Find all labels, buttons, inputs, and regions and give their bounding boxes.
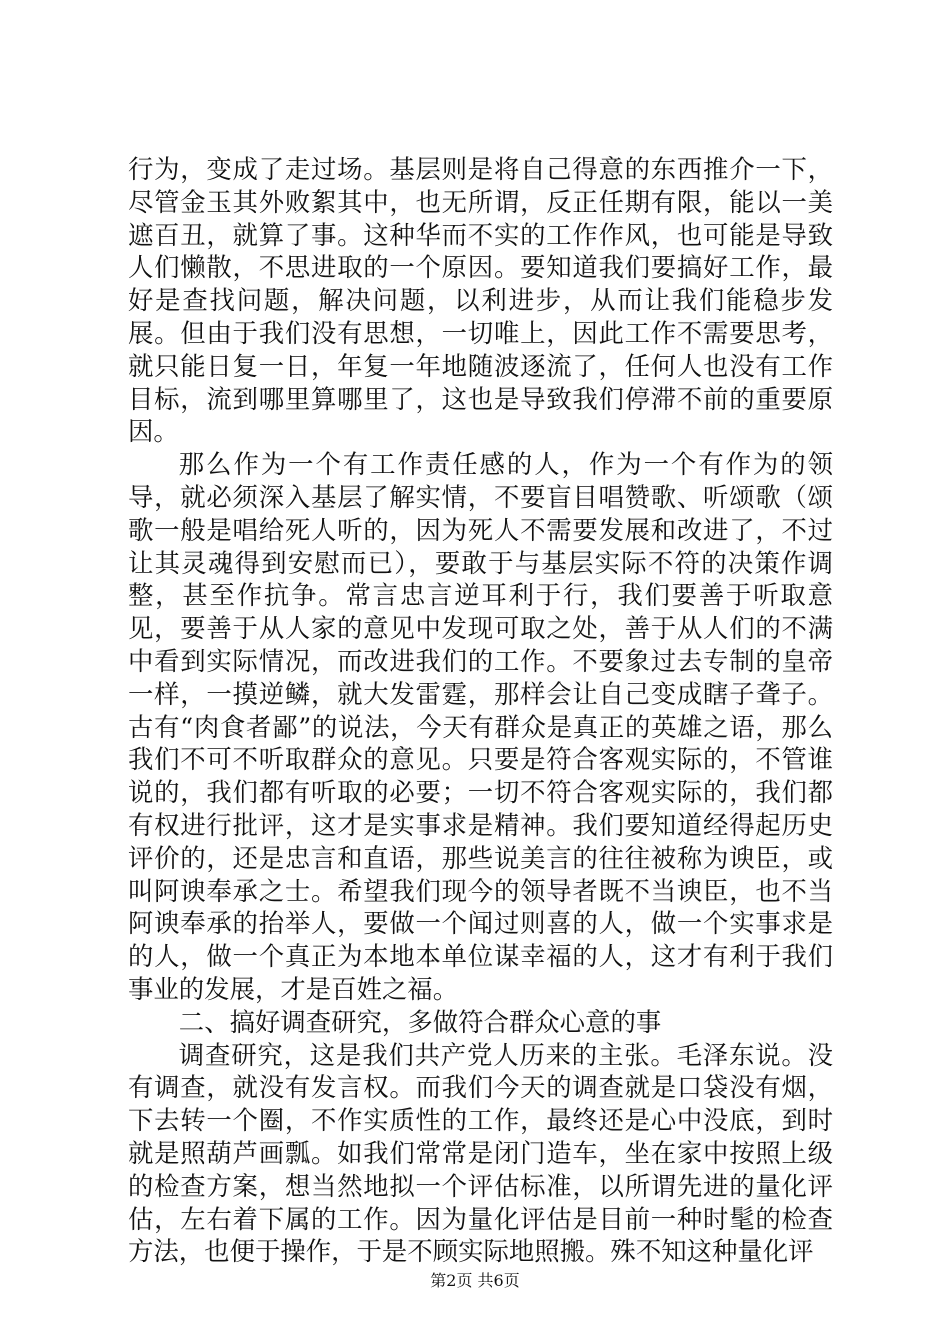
page-number-footer: 第2页 共6页 xyxy=(430,1271,520,1290)
paragraph-leadership: 那么作为一个有工作责任感的人，作为一个有作为的领导，就必须深入基层了解实情，不要盲目唱赞歌、听颂歌（颂歌一般是唱给死人听的，因为死人不需要发展和改进了，不过让其灵魂得到安慰而已），要敢于与基层实际不符的决策作调整，甚至作抗争。常言忠言逆耳利于行，我们要善于听取意见，要善于从人家的意见中发现可取之处，善于从人们的不满中看到实际情况，而改进我们的工作。不要象过去专制的皇帝一样，一摸逆鳞，就大发雷霆，那样会让自己变成瞎子聋子。古有“肉食者鄙”的说法，今天有群众是真正的英雄之语，那么我们不可不听取群众的意见。只要是符合客观实际的，不管谁说的，我们都有听取的必要；一切不符合客观实际的，我们都有权进行批评，这才是实事求是精神。我们要知道经得起历史评价的，还是忠言和直语，那些说美言的往往被称为谀臣，或叫阿谀奉承之士。希望我们现今的领导者既不当谀臣，也不当阿谀奉承的抬举人，要做一个闻过则喜的人，做一个实事求是的人，做一个真正为本地本单位谋幸福的人，这才有利于我们事业的发展，才是百姓之福。 xyxy=(128,449,833,1004)
section-heading: 二、搞好调查研究，多做符合群众心意的事 xyxy=(178,1006,662,1037)
paragraph-continuation: 行为，变成了走过场。基层则是将自己得意的东西推介一下，尽管金玉其外败絮其中，也无所谓，反正任期有限，能以一美遮百丑，就算了事。这种华而不实的工作作风，也可能是导致人们懒散，不思进取的一个原因。要知道我们要搞好工作，最好是查找问题，解决问题，以利进步，从而让我们能稳步发展。但由于我们没有思想，一切唯上，因此工作不需要思考，就只能日复一日，年复一年地随波逐流了，任何人也没有工作目标，流到哪里算哪里了，这也是导致我们停滞不前的重要原因。 xyxy=(128,154,833,447)
paragraph-investigation: 调查研究，这是我们共产党人历来的主张。毛泽东说。没有调查，就没有发言权。而我们今天的调查就是口袋没有烟，下去转一个圈，不作实质性的工作，最终还是心中没底，到时就是照葫芦画瓢。如我们常常是闭门造车，坐在家中按照上级的检查方案，想当然地拟一个评估标准，以所谓先进的量化评估，左右着下属的工作。因为量化评估是目前一种时髦的检查方法，也便于操作，于是不顾实际地照搬。殊不知这种量化评 xyxy=(128,1039,833,1267)
document-body xyxy=(128,153,833,1268)
